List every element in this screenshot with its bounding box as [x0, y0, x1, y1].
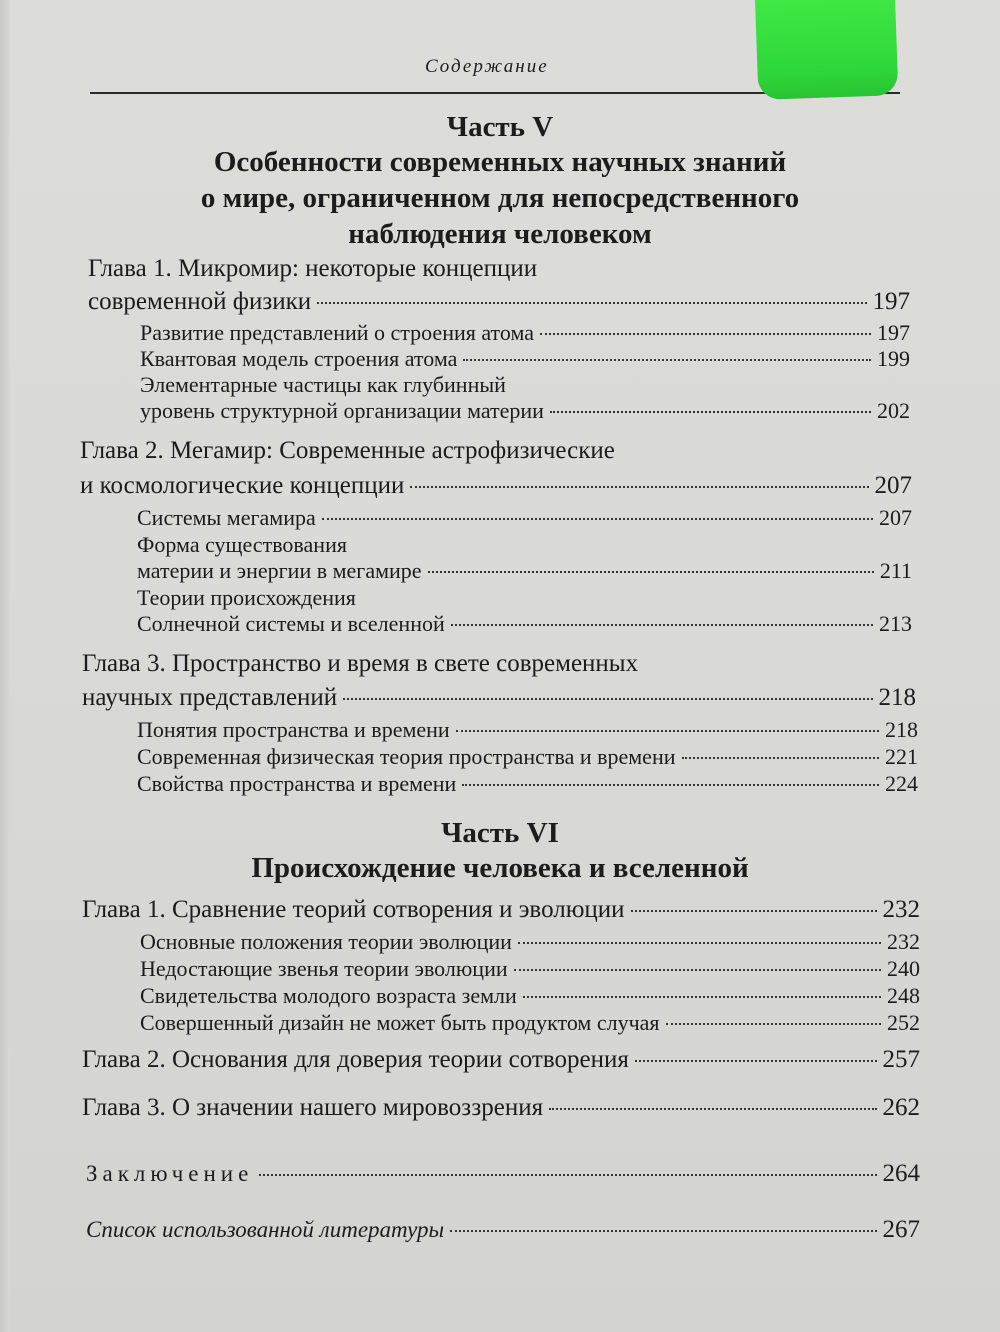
toc-section-line: Форма существования — [137, 532, 347, 557]
toc-section-row[interactable] — [137, 505, 912, 531]
toc-section-row[interactable] — [140, 983, 920, 1009]
leader-dots — [518, 942, 881, 944]
leader-dots — [450, 1230, 876, 1232]
toc-section-label: Недостающие звенья теории эволюции — [140, 956, 508, 981]
toc-chapter-row[interactable] — [82, 896, 920, 924]
toc-section-row[interactable] — [137, 771, 918, 797]
toc-chapter-title: Глава 3. Пространство и время в свете современных — [82, 650, 639, 677]
toc-section-row[interactable] — [140, 398, 910, 424]
toc-chapter-row[interactable] — [88, 288, 910, 316]
toc-chapter-title: Глава 2. Мегамир: Современные астрофизические — [80, 437, 615, 464]
toc-chapter-label: современной физики — [88, 288, 312, 315]
toc-page-number: 224 — [885, 771, 918, 796]
leader-dots — [540, 333, 871, 335]
leader-dots — [317, 302, 866, 304]
toc-page-number: 218 — [885, 717, 918, 742]
leader-dots — [428, 571, 874, 573]
toc-chapter-row[interactable] — [82, 1046, 920, 1074]
toc-section-row[interactable] — [140, 1010, 920, 1036]
toc-chapter-row[interactable] — [82, 684, 916, 712]
toc-section-row[interactable] — [137, 558, 912, 584]
leader-dots — [463, 359, 871, 361]
toc-chapter-row[interactable] — [82, 1094, 920, 1122]
leader-dots — [456, 730, 879, 732]
toc-section-line: Теории происхождения — [137, 585, 356, 610]
part-6-subtitle: Происхождение человека и вселенной — [251, 852, 749, 884]
toc-section-label: Современная физическая теория пространства и времени — [137, 744, 676, 769]
toc-page-number: 252 — [887, 1010, 920, 1035]
toc-page-number: 240 — [887, 956, 920, 981]
toc-page-number: 197 — [877, 320, 910, 345]
toc-page-number: 232 — [882, 896, 920, 923]
toc-page-number: 199 — [877, 346, 910, 371]
leader-dots — [523, 996, 881, 998]
toc-page-number: 264 — [882, 1160, 920, 1187]
part-5-subtitle-line: Особенности современных научных знаний — [213, 146, 787, 178]
toc-section-row[interactable] — [137, 744, 918, 770]
toc-section-row[interactable] — [137, 611, 912, 637]
toc-section-label: Системы мегамира — [137, 505, 316, 530]
leader-dots — [514, 969, 881, 971]
leader-dots — [631, 910, 877, 912]
toc-chapter-label: Глава 2. Основания для доверия теории сотворения — [82, 1046, 629, 1073]
part-5-subtitle-line: наблюдения человеком — [348, 218, 652, 250]
toc-page-number: 211 — [879, 558, 912, 583]
toc-section-row[interactable] — [137, 717, 918, 743]
toc-section-row[interactable] — [140, 956, 920, 982]
toc-page-number: 218 — [878, 684, 916, 711]
toc-section-label: Свидетельства молодого возраста земли — [140, 983, 517, 1008]
toc-bibliography-label: Список использованной литературы — [86, 1217, 445, 1242]
toc-page-number: 197 — [872, 288, 910, 315]
toc-section-label: Понятия пространства и времени — [137, 717, 450, 742]
toc-section-label: материи и энергии в мегамире — [137, 558, 422, 583]
leader-dots — [259, 1174, 876, 1176]
part-5-subtitle-line: о мире, ограниченном для непосредственного — [200, 182, 800, 214]
toc-section-row[interactable] — [140, 320, 910, 346]
toc-conclusion-label: Заключение — [86, 1161, 254, 1186]
toc-chapter-label: научных представлений — [82, 684, 338, 711]
toc-chapter-title: Глава 1. Микромир: некоторые концепции — [88, 255, 538, 282]
toc-page-number: 202 — [877, 398, 910, 423]
part-6-title: Часть VI — [441, 817, 559, 849]
toc-section-label: Солнечной системы и вселенной — [137, 611, 445, 636]
toc-page-number: 232 — [887, 929, 920, 954]
part-5-title: Часть V — [446, 111, 554, 143]
leader-dots — [451, 624, 873, 626]
page-edge — [0, 0, 10, 1332]
leader-dots — [462, 784, 879, 786]
toc-page-number: 213 — [879, 611, 912, 636]
toc-chapter-label: Глава 3. О значении нашего мировоззрения — [82, 1094, 544, 1121]
toc-page-number: 221 — [885, 744, 918, 769]
leader-dots — [635, 1060, 877, 1062]
part-5-subtitle — [60, 144, 940, 252]
toc-chapter-label: и космологические концепции — [80, 472, 405, 499]
toc-section-label: Свойства пространства и времени — [137, 771, 457, 796]
leader-dots — [550, 411, 871, 413]
toc-bibliography-row[interactable] — [86, 1216, 920, 1244]
leader-dots — [322, 518, 873, 520]
toc-section-line: Элементарные частицы как глубинный — [140, 372, 506, 397]
toc-chapter-row[interactable] — [80, 472, 912, 500]
toc-page-number: 207 — [874, 472, 912, 499]
leader-dots — [410, 486, 868, 488]
toc-section-row[interactable] — [140, 929, 920, 955]
toc-page-number: 267 — [882, 1216, 920, 1243]
toc-section-label: Квантовая модель строения атома — [140, 346, 458, 371]
toc-page-number: 257 — [882, 1046, 920, 1073]
green-bookmark — [755, 0, 898, 100]
toc-chapter-label: Глава 1. Сравнение теорий сотворения и эволюции — [82, 896, 625, 923]
running-head: Содержание — [425, 56, 549, 77]
toc-conclusion-row[interactable] — [86, 1160, 920, 1188]
leader-dots — [682, 757, 880, 759]
leader-dots — [666, 1023, 881, 1025]
toc-page-number: 207 — [879, 505, 912, 530]
toc-section-label: Развитие представлений о строения атома — [140, 320, 535, 345]
toc-section-label: уровень структурной организации материи — [140, 398, 544, 423]
leader-dots — [343, 698, 872, 700]
leader-dots — [549, 1108, 876, 1110]
toc-page-number: 262 — [882, 1094, 920, 1121]
toc-page-number: 248 — [887, 983, 920, 1008]
toc-section-label: Основные положения теории эволюции — [140, 929, 512, 954]
toc-section-label: Совершенный дизайн не может быть продуктом случая — [140, 1010, 660, 1035]
toc-section-row[interactable] — [140, 346, 910, 372]
